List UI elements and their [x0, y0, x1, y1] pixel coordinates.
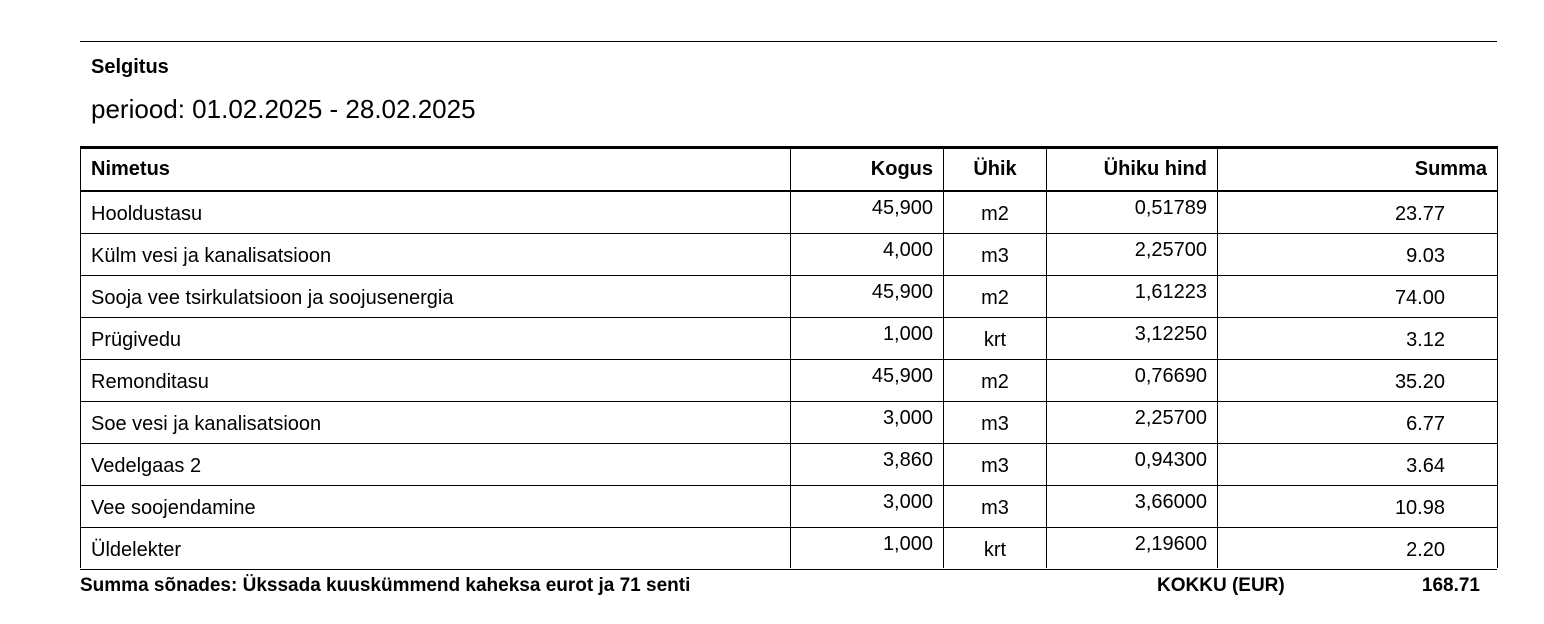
row-unit-price	[1047, 528, 1218, 569]
row-qty	[791, 191, 944, 234]
row-name	[81, 486, 791, 528]
row-sum-text: 10.98	[1394, 497, 1445, 519]
table-row	[81, 528, 1498, 569]
table-row	[81, 234, 1498, 276]
row-unit-price-text: 3,66000	[1134, 491, 1207, 513]
table-row	[81, 276, 1498, 318]
row-unit	[944, 191, 1047, 234]
row-qty	[791, 234, 944, 276]
row-unit-text: m3	[981, 497, 1009, 519]
row-sum	[1218, 191, 1498, 234]
row-qty-text: 1,000	[882, 532, 933, 555]
top-rule	[80, 41, 1497, 42]
row-sum	[1218, 276, 1498, 318]
row-unit-text: m2	[981, 203, 1009, 225]
row-name-text: Remonditasu	[91, 371, 209, 393]
header-name: Nimetus	[81, 148, 791, 192]
row-unit-text: m2	[981, 287, 1009, 309]
row-qty-text: 45,900	[871, 365, 933, 387]
row-qty-text: 45,900	[871, 281, 933, 303]
row-name-text: Vedelgaas 2	[91, 455, 202, 477]
row-qty-text: 45,900	[871, 197, 933, 219]
row-unit-text: m3	[981, 455, 1009, 477]
row-unit-price	[1047, 191, 1218, 234]
row-name	[81, 234, 791, 276]
table-row	[81, 486, 1498, 528]
row-sum	[1218, 234, 1498, 276]
header-unit-price: Ühiku hind	[1047, 148, 1218, 192]
row-unit-price-text: 0,51789	[1134, 197, 1207, 219]
row-name	[81, 528, 791, 569]
table-row	[81, 444, 1498, 486]
row-sum	[1218, 360, 1498, 402]
row-name	[81, 360, 791, 402]
row-name	[81, 402, 791, 444]
row-unit-price-text: 2,19600	[1134, 532, 1207, 555]
row-name-text: Sooja vee tsirkulatsioon ja soojusenergia	[91, 287, 454, 309]
row-unit	[944, 444, 1047, 486]
table-row	[81, 360, 1498, 402]
table-row	[81, 191, 1498, 234]
row-qty	[791, 528, 944, 569]
row-name	[81, 318, 791, 360]
row-name-text: Vee soojendamine	[91, 497, 256, 519]
row-sum-text: 3.12	[1406, 329, 1445, 351]
table-header-row	[81, 148, 1498, 192]
row-unit-text: m2	[981, 371, 1009, 393]
row-unit	[944, 360, 1047, 402]
row-sum	[1218, 444, 1498, 486]
total-value: 168.71	[1421, 575, 1480, 596]
table-bottom-rule	[80, 569, 1497, 570]
charges-table	[80, 146, 1498, 568]
row-qty-text: 3,000	[882, 491, 933, 513]
row-qty	[791, 276, 944, 318]
row-unit-price	[1047, 276, 1218, 318]
row-sum	[1218, 318, 1498, 360]
row-sum	[1218, 528, 1498, 569]
row-unit-price	[1047, 402, 1218, 444]
row-unit-price-text: 0,94300	[1134, 449, 1207, 471]
table-row	[81, 402, 1498, 444]
row-name	[81, 191, 791, 234]
header-qty: Kogus	[791, 148, 944, 192]
row-unit-text: krt	[983, 538, 1007, 561]
sum-in-words: Summa sõnades: Ükssada kuuskümmend kaheksa eurot ja 71 senti	[80, 575, 691, 596]
header-sum: Summa	[1218, 148, 1498, 192]
row-unit	[944, 318, 1047, 360]
row-name-text: Külm vesi ja kanalisatsioon	[91, 245, 332, 267]
row-sum-text: 35.20	[1394, 371, 1445, 393]
row-qty	[791, 360, 944, 402]
header-unit: Ühik	[944, 148, 1047, 192]
row-sum	[1218, 486, 1498, 528]
row-sum-text: 9.03	[1406, 245, 1445, 267]
row-sum-text: 2.20	[1406, 538, 1445, 561]
row-unit-price-text: 0,76690	[1134, 365, 1207, 387]
document-title: Selgitus	[91, 56, 169, 78]
row-sum-text: 3.64	[1406, 455, 1445, 477]
table-row	[81, 318, 1498, 360]
row-qty-text: 1,000	[882, 323, 933, 345]
row-unit-price	[1047, 360, 1218, 402]
total-label: KOKKU (EUR)	[1157, 575, 1285, 596]
row-name-text: Soe vesi ja kanalisatsioon	[91, 413, 322, 435]
row-sum-text: 6.77	[1406, 413, 1445, 435]
row-qty-text: 4,000	[882, 239, 933, 261]
row-qty	[791, 402, 944, 444]
row-qty-text: 3,860	[882, 449, 933, 471]
row-unit-price-text: 3,12250	[1134, 323, 1207, 345]
row-unit	[944, 486, 1047, 528]
row-qty	[791, 444, 944, 486]
row-name	[81, 276, 791, 318]
row-unit-text: krt	[983, 329, 1007, 351]
row-unit-price	[1047, 234, 1218, 276]
billing-period: periood: 01.02.2025 - 28.02.2025	[91, 94, 476, 124]
row-unit-price	[1047, 486, 1218, 528]
row-unit	[944, 528, 1047, 569]
row-sum-text: 74.00	[1394, 287, 1445, 309]
row-unit-price-text: 2,25700	[1134, 239, 1207, 261]
row-qty	[791, 318, 944, 360]
row-sum	[1218, 402, 1498, 444]
row-qty-text: 3,000	[882, 407, 933, 429]
row-qty	[791, 486, 944, 528]
row-name	[81, 444, 791, 486]
row-unit-price-text: 2,25700	[1134, 407, 1207, 429]
row-unit	[944, 276, 1047, 318]
row-sum-text: 23.77	[1394, 203, 1445, 225]
row-unit-text: m3	[981, 413, 1009, 435]
row-name-text: Hooldustasu	[91, 203, 203, 225]
row-name-text: Prügivedu	[91, 329, 182, 351]
row-unit-price	[1047, 444, 1218, 486]
row-name-text: Üldelekter	[91, 538, 182, 561]
row-unit	[944, 234, 1047, 276]
row-unit-price	[1047, 318, 1218, 360]
row-unit-price-text: 1,61223	[1134, 281, 1207, 303]
row-unit-text: m3	[981, 245, 1009, 267]
row-unit	[944, 402, 1047, 444]
